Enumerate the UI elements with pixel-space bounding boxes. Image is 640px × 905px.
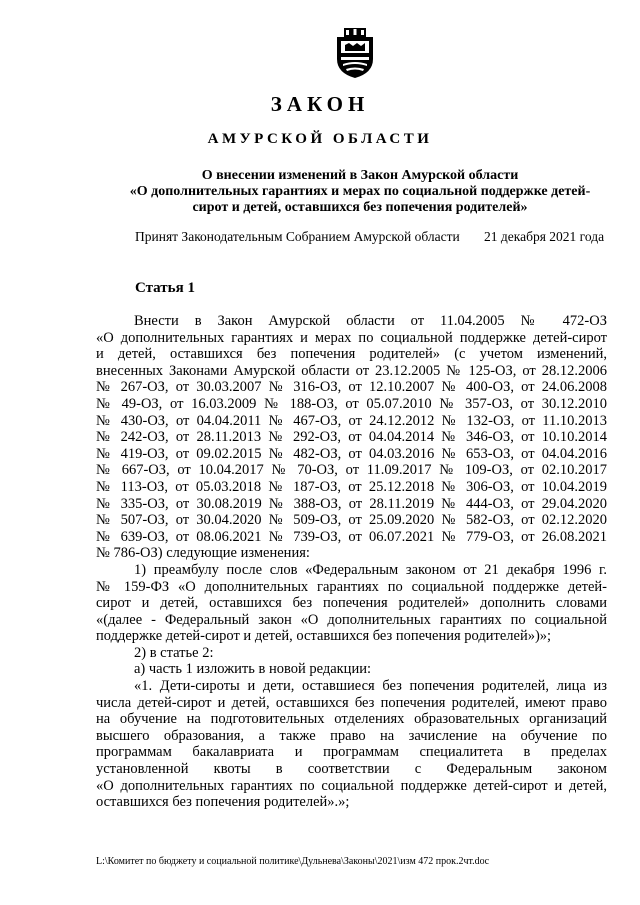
article-line: сирот и детей, оставшихся без попечения родителей» дополнить словами bbox=[96, 595, 607, 612]
article-line: «О дополнительных гарантиях и мерах по социальной поддержке детей-сирот bbox=[96, 329, 607, 346]
footer-file-path: L:\Комитет по бюджету и социальной политике\Дульнева\Законы\2021\изм 472 прок.2чт.doc bbox=[96, 856, 490, 867]
adopted-date: 21 декабря 2021 года bbox=[484, 229, 605, 244]
article-line: внесенных Законами Амурской области от 23.12.2005 № 125-ОЗ, от 28.12.2006 bbox=[96, 362, 607, 379]
adopted-by: Принят Законодательным Собранием Амурской области bbox=[135, 229, 460, 244]
coat-of-arms-icon bbox=[333, 27, 377, 79]
article-line: «О дополнительных гарантиях по социальной поддержке детей-сирот и детей, bbox=[96, 777, 607, 794]
law-subject-line: сирот и детей, оставшихся без попечения родителей» bbox=[192, 200, 528, 215]
article-line: «(далее - Федеральный закон «О дополнительных гарантиях по социальной bbox=[96, 611, 607, 628]
article-line: № 419-ОЗ, от 09.02.2015 № 482-ОЗ, от 04.03.2016 № 653-ОЗ, от 04.04.2016 bbox=[96, 445, 607, 462]
article-line: на обучение на подготовительных отделениях образовательных организаций bbox=[96, 711, 607, 728]
article-line: высшего образования, а также право на зачисление на обучение по bbox=[96, 727, 607, 744]
article-line: № 49-ОЗ, от 16.03.2009 № 188-ОЗ, от 05.07.2010 № 357-ОЗ, от 30.12.2010 bbox=[96, 395, 607, 412]
article-line: а) часть 1 изложить в новой редакции: bbox=[134, 661, 371, 678]
article-line: № 159-ФЗ «О дополнительных гарантиях по социальной поддержке детей- bbox=[96, 578, 607, 595]
region-title: АМУРСКОЙ ОБЛАСТИ bbox=[207, 131, 433, 147]
article-body bbox=[96, 313, 607, 811]
article-line: оставшихся без попечения родителей».»; bbox=[96, 794, 350, 811]
article-line: № 507-ОЗ, от 30.04.2020 № 509-ОЗ, от 25.09.2020 № 582-ОЗ, от 02.12.2020 bbox=[96, 512, 607, 529]
article-line: № 335-ОЗ, от 30.08.2019 № 388-ОЗ, от 28.11.2019 № 444-ОЗ, от 29.04.2020 bbox=[96, 495, 607, 512]
article-line: и детей, оставшихся без попечения родителей» (с учетом изменений, bbox=[96, 346, 607, 363]
article-line: Внести в Закон Амурской области от 11.04.2005 № 472-ОЗ bbox=[134, 313, 607, 329]
article-line: 2) в статье 2: bbox=[134, 644, 214, 661]
article-line: № 786-ОЗ) следующие изменения: bbox=[96, 545, 310, 562]
article-line: № 267-ОЗ, от 30.03.2007 № 316-ОЗ, от 12.10.2007 № 400-ОЗ, от 24.06.2008 bbox=[96, 379, 607, 396]
article-line: 1) преамбулу после слов «Федеральным законом от 21 декабря 1996 г. bbox=[134, 561, 607, 578]
article-heading: Статья 1 bbox=[135, 280, 195, 296]
article-line: установленной квоты в соответствии с Федеральным законом bbox=[96, 761, 607, 778]
article-line: № 667-ОЗ, от 10.04.2017 № 70-ОЗ, от 11.09.2017 № 109-ОЗ, от 02.10.2017 bbox=[96, 462, 607, 479]
article-line: программам бакалавриата и программам специалитета в пределах bbox=[96, 744, 607, 761]
law-title: ЗАКОН bbox=[270, 92, 370, 116]
article-line: «1. Дети-сироты и дети, оставшиеся без попечения родителей, лица из bbox=[134, 678, 607, 695]
article-line: числа детей-сирот и детей, оставшихся без попечения родителей, имеют право bbox=[96, 694, 607, 711]
law-subject-line: «О дополнительных гарантиях и мерах по социальной поддержке детей- bbox=[129, 184, 591, 199]
article-line: № 639-ОЗ, от 08.06.2021 № 739-ОЗ, от 06.07.2021 № 779-ОЗ, от 26.08.2021 bbox=[96, 528, 607, 545]
article-line: № 430-ОЗ, от 04.04.2011 № 467-ОЗ, от 24.12.2012 № 132-ОЗ, от 11.10.2013 bbox=[96, 412, 607, 429]
law-subject bbox=[40, 168, 640, 216]
law-subject-line: О внесении изменений в Закон Амурской области bbox=[201, 168, 519, 183]
article-line: № 242-ОЗ, от 28.11.2013 № 292-ОЗ, от 04.04.2014 № 346-ОЗ, от 10.10.2014 bbox=[96, 429, 607, 446]
article-line: поддержке детей-сирот и детей, оставшихся без попечения родителей»)»; bbox=[96, 628, 552, 645]
article-line: № 113-ОЗ, от 05.03.2018 № 187-ОЗ, от 25.12.2018 № 306-ОЗ, от 10.04.2019 bbox=[96, 478, 607, 495]
